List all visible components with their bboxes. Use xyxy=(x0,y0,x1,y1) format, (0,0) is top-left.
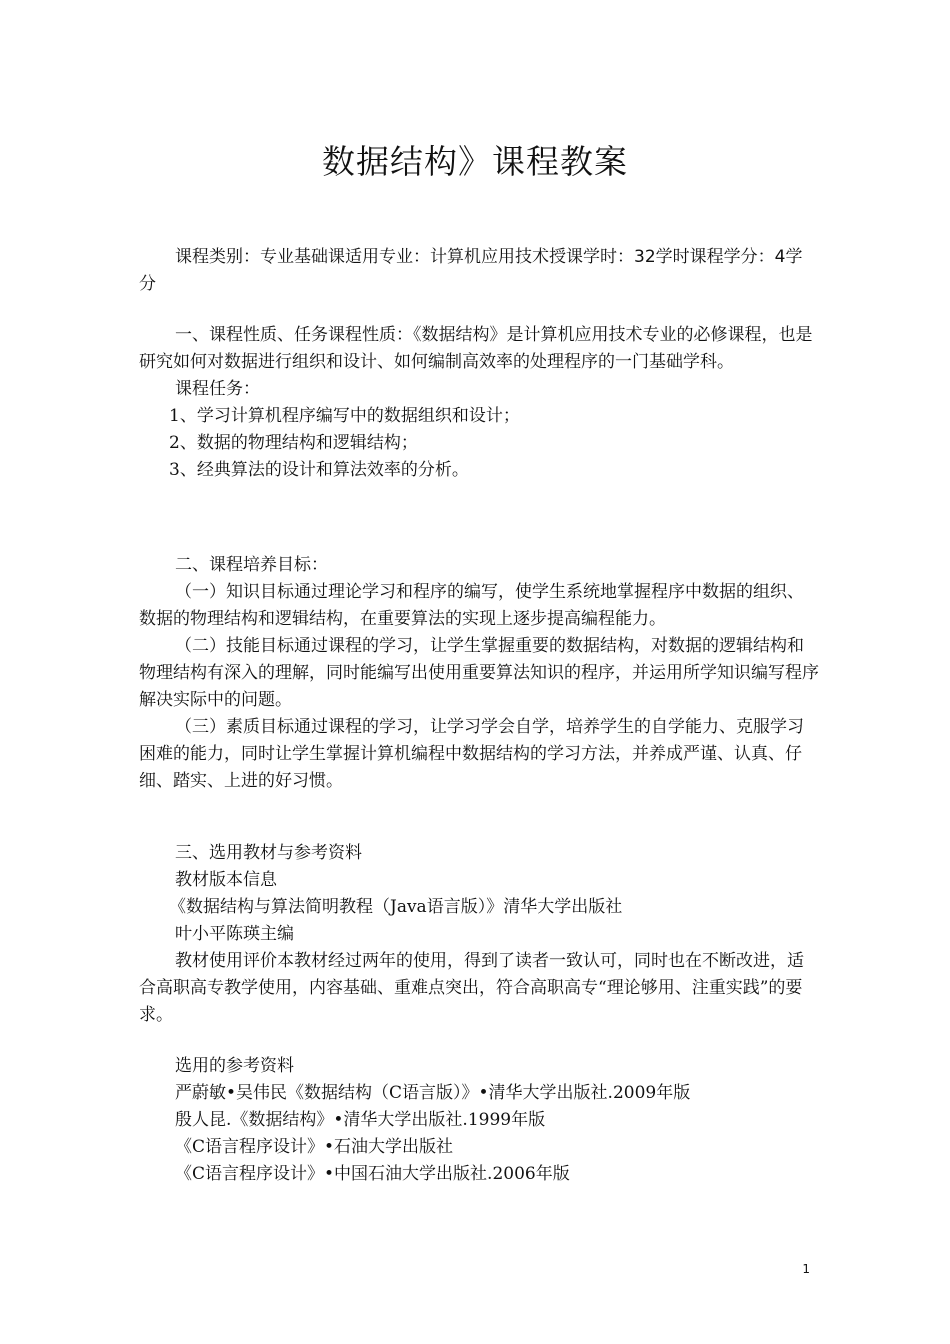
page-number: 1 xyxy=(802,1262,810,1276)
section-textbooks xyxy=(139,840,819,1188)
course-task-item: 1、学习计算机程序编写中的数据组织和设计； xyxy=(169,406,520,426)
course-nature-paragraph: 一、课程性质、任务课程性质：《数据结构》是计算机应用技术专业的必修课程，也是研究如何对数据进行组织和设计、如何编制高效率的处理程序的一门基础学科。 xyxy=(139,325,813,372)
course-task-item: 2、数据的物理结构和逻辑结构； xyxy=(169,433,418,453)
reference-item: 《C语言程序设计》•中国石油大学出版社.2006年版 xyxy=(175,1164,570,1184)
document-title: 数据结构》课程教案 xyxy=(322,142,628,181)
course-info-text: 课程类别：专业基础课适用专业：计算机应用技术授课学时：32学时课程学分：4学分 xyxy=(139,247,803,294)
reference-item: 殷人昆.《数据结构》•清华大学出版社.1999年版 xyxy=(175,1110,546,1130)
textbook-title: 《数据结构与算法简明教程（Java语言版）》清华大学出版社 xyxy=(169,897,623,917)
course-task-item: 3、经典算法的设计和算法效率的分析。 xyxy=(169,460,469,480)
training-goals-heading: 二、课程培养目标： xyxy=(175,555,328,575)
quality-goal-paragraph: （三）素质目标通过课程的学习，让学习学会自学，培养学生的自学能力、克服学习困难的能力，同时让学生掌握计算机编程中数据结构的学习方法，并养成严谨、认真、仔细、踏实、上进的好习惯。 xyxy=(139,717,804,791)
skill-goal-paragraph: （二）技能目标通过课程的学习，让学生掌握重要的数据结构，对数据的逻辑结构和物理结构有深入的理解，同时能编写出使用重要算法知识的程序，并运用所学知识编写程序解决实际中的问题。 xyxy=(139,636,819,710)
references-heading: 选用的参考资料 xyxy=(175,1056,294,1076)
textbook-editor: 叶小平陈瑛主编 xyxy=(175,924,294,944)
section-course-nature xyxy=(139,322,819,484)
section-gap xyxy=(139,1029,819,1053)
knowledge-goal-paragraph: （一）知识目标通过理论学习和程序的编写，使学生系统地掌握程序中数据的组织、数据的物理结构和逻辑结构，在重要算法的实现上逐步提高编程能力。 xyxy=(139,582,804,629)
reference-item: 《C语言程序设计》•石油大学出版社 xyxy=(175,1137,454,1157)
reference-item: 严蔚敏•吴伟民《数据结构（C语言版）》•清华大学出版社.2009年版 xyxy=(175,1083,691,1103)
textbooks-heading: 三、选用教材与参考资料 xyxy=(175,843,362,863)
course-info xyxy=(139,244,819,298)
textbook-info-heading: 教材版本信息 xyxy=(175,870,277,890)
course-tasks-heading: 课程任务： xyxy=(175,379,260,399)
section-training-goals xyxy=(139,552,819,795)
textbook-evaluation: 教材使用评价本教材经过两年的使用，得到了读者一致认可，同时也在不断改进，适合高职高专教学使用，内容基础、重难点突出，符合高职高专“理论够用、注重实践”的要求。 xyxy=(139,951,804,1025)
